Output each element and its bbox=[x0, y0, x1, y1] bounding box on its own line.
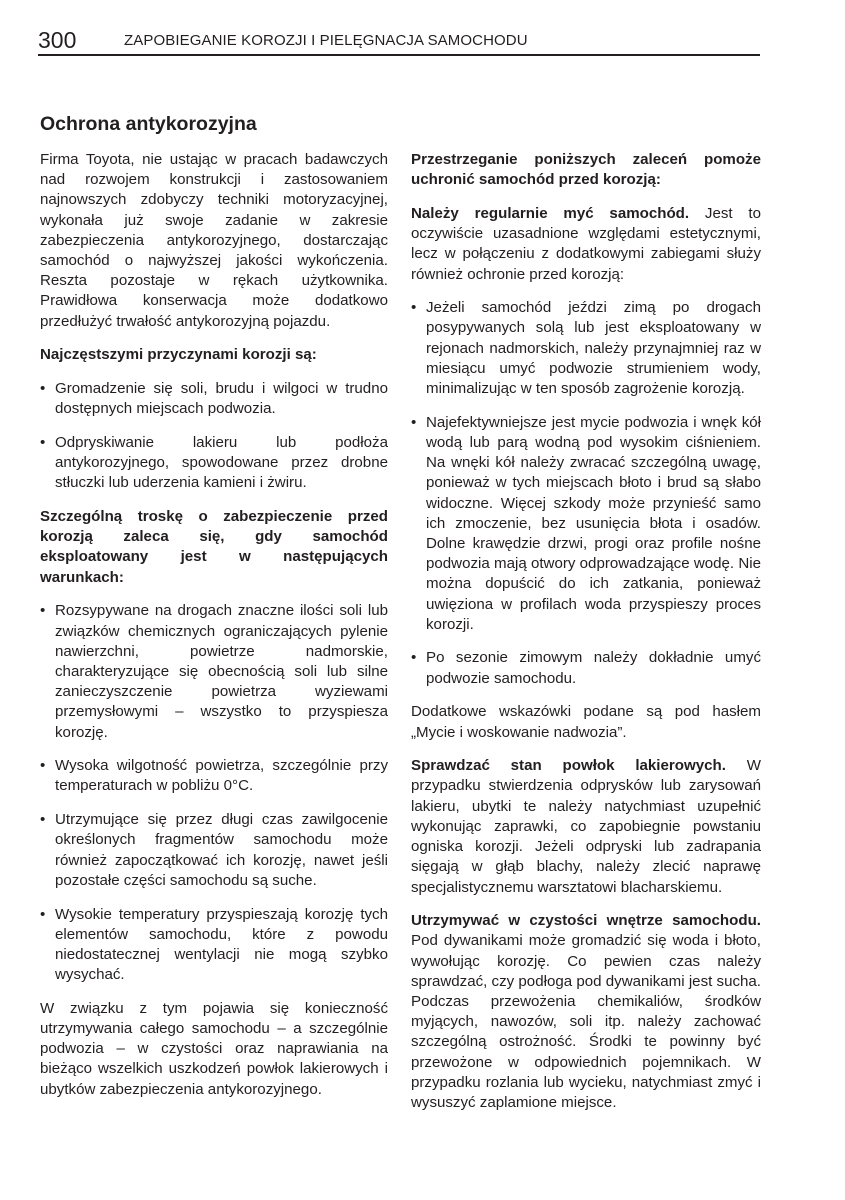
section-title: Ochrona antykorozyjna bbox=[40, 113, 257, 135]
list-item-text: Najefektywniejsze jest mycie podwozia i wnęk kół wodą lub parą wodną pod wysokim ciśnieniem. Na wnęki kół należy zwracać szczególną uwagę, ponieważ w tych miejscach błoto i brud są słabo widoczne. Więcej szkody może przynieść samo ich zmoczenie, bez usunięcia błota i osadów. Dolne krawędzie drzwi, progi oraz profile nośne podwozia mają otwory odprowadzające wodę. Nie można dopuścić do ich zatkania, ponieważ uwięziona w profilach woda przyspieszy proces korozji. bbox=[426, 413, 761, 633]
intro-paragraph: Firma Toyota, nie ustając w pracach badawczych nad rozwojem konstrukcji i zastosowaniem najnowszych zdobyczy techniki motoryzacyjnej, wykonała już swoje zadanie w zakresie zabezpieczenia antykorozyjnego, dostarczając samochód o najwyższej jakości wykończenia. Reszta pozostaje w rękach użytkownika. Prawidłowa konserwacja może dodatkowo przedłużyć trwałość antykorozyjną pojazdu. bbox=[40, 151, 388, 330]
right-column bbox=[411, 150, 761, 1127]
interior-text: Pod dywanikami może gromadzić się woda i błoto, wywołując korozję. Co pewien czas należy sprawdzać, czy podłoga pod dywanikami jest sucha. Podczas przewożenia chemikaliów, środków myjących, nawozów, soli itp. należy zachować szczególną ostrożność. Środki te powinny być przewożone w odpowiednich pojemnikach. W przypadku rozlania lub wycieku, natychmiast zmyć i wysuszyć zaplamione miejsce. bbox=[411, 932, 761, 1112]
wash-text: Jest to oczywiście uzasadnione względami estetycznymi, lecz w połączeniu z dodatkowymi zabiegami służy również ochronie przed korozją: bbox=[411, 204, 761, 283]
list-item-text: Gromadzenie się soli, brudu i wilgoci w trudno dostępnych miejscach podwozia. bbox=[55, 380, 388, 418]
list-item bbox=[411, 413, 761, 635]
list-item-text: Rozsypywane na drogach znaczne ilości soli lub związków chemicznych ograniczających pylenie nawierzchni, powietrze nadmorskie, charakteryzujące się obecnością soli lub silne zanieczyszczenie powietrza wyziewami przemysłowymi – wszystko to przyspiesza korozję. bbox=[55, 602, 388, 741]
bullet-icon: • bbox=[40, 380, 46, 398]
bullet-icon: • bbox=[40, 905, 46, 923]
causes-list bbox=[40, 379, 388, 494]
conditions-list bbox=[40, 601, 388, 985]
extra-tips-paragraph: Dodatkowe wskazówki podane są pod hasłem „Mycie i woskowanie nadwozia”. bbox=[411, 703, 761, 741]
list-item-text: Wysokie temperatury przyspieszają korozję tych elementów samochodu, które z powodu niedostatecznej wentylacji nie mogą szybko wysychać. bbox=[55, 905, 388, 984]
list-item bbox=[40, 433, 388, 494]
interior-paragraph bbox=[411, 911, 761, 1113]
causes-heading: Najczęstszymi przyczynami korozji są: bbox=[40, 346, 317, 364]
page-number: 300 bbox=[38, 27, 77, 53]
bullet-icon: • bbox=[40, 433, 46, 451]
list-item-text: Po sezonie zimowym należy dokładnie umyć podwozie samochodu. bbox=[426, 649, 761, 687]
bullet-icon: • bbox=[411, 649, 417, 667]
list-item bbox=[40, 810, 388, 891]
page-header bbox=[38, 26, 760, 56]
care-heading: Szczególną troskę o zabezpieczenie przed korozją zaleca się, gdy samochód eksploatowany jest w następujących warunkach: bbox=[40, 508, 388, 586]
bullet-icon: • bbox=[40, 811, 46, 829]
list-item bbox=[411, 298, 761, 399]
list-item-text: Jeżeli samochód jeździ zimą po drogach posypywanych solą lub jest eksploatowany w rejonach nadmorskich, należy przynajmniej raz w miesiącu umyć podwozie strumieniem wody, minimalizując w ten sposób zagrożenie korozją. bbox=[426, 299, 761, 398]
list-item bbox=[40, 905, 388, 986]
bullet-icon: • bbox=[411, 413, 417, 431]
interior-lead: Utrzymywać w czystości wnętrze samochodu. bbox=[411, 912, 761, 930]
list-item bbox=[411, 648, 761, 688]
list-item bbox=[40, 379, 388, 419]
recommendations-heading: Przestrzeganie poniższych zaleceń pomoże uchronić samochód przed korozją: bbox=[411, 151, 761, 189]
list-item bbox=[40, 601, 388, 742]
list-item-text: Odpryskiwanie lakieru lub podłoża antykorozyjnego, spowodowane przez drobne stłuczki lub uderzenia kamieni i żwiru. bbox=[55, 433, 388, 492]
list-item-text: Utrzymujące się przez długi czas zawilgocenie określonych fragmentów samochodu może również zapoczątkować ich korozję, nawet jeśli pozostałe części samochodu są suche. bbox=[55, 811, 388, 889]
paint-text: W przypadku stwierdzenia odprysków lub zarysowań lakieru, ubytki te należy natychmiast uzupełnić wykonując zaprawki, co zapobiegnie powstaniu ogniska korozji. Jeżeli odpryski lub zadrapania sięgają w głąb blachy, należy zlecić naprawę specjalistycznemu warsztatowi blacharskiemu. bbox=[411, 757, 761, 896]
bullet-icon: • bbox=[40, 602, 46, 620]
closing-paragraph: W związku z tym pojawia się konieczność utrzymywania całego samochodu – a szczególnie podwozia – w czystości oraz naprawiania na bieżąco wszelkich uszkodzeń powłok lakierowych i ubytków zabezpieczenia antykorozyjnego. bbox=[40, 999, 388, 1098]
left-column bbox=[40, 150, 388, 1113]
paint-lead: Sprawdzać stan powłok lakierowych. bbox=[411, 757, 726, 775]
paint-paragraph bbox=[411, 756, 761, 897]
bullet-icon: • bbox=[40, 757, 46, 775]
bullet-icon: • bbox=[411, 299, 417, 317]
list-item bbox=[40, 756, 388, 796]
wash-lead: Należy regularnie myć samochód. bbox=[411, 204, 690, 222]
wash-list bbox=[411, 298, 761, 689]
list-item-text: Wysoka wilgotność powietrza, szczególnie przy temperaturach w pobliżu 0°C. bbox=[55, 757, 388, 795]
wash-paragraph bbox=[411, 204, 761, 285]
running-title: ZAPOBIEGANIE KOROZJI I PIELĘGNACJA SAMOCHODU bbox=[124, 32, 528, 49]
